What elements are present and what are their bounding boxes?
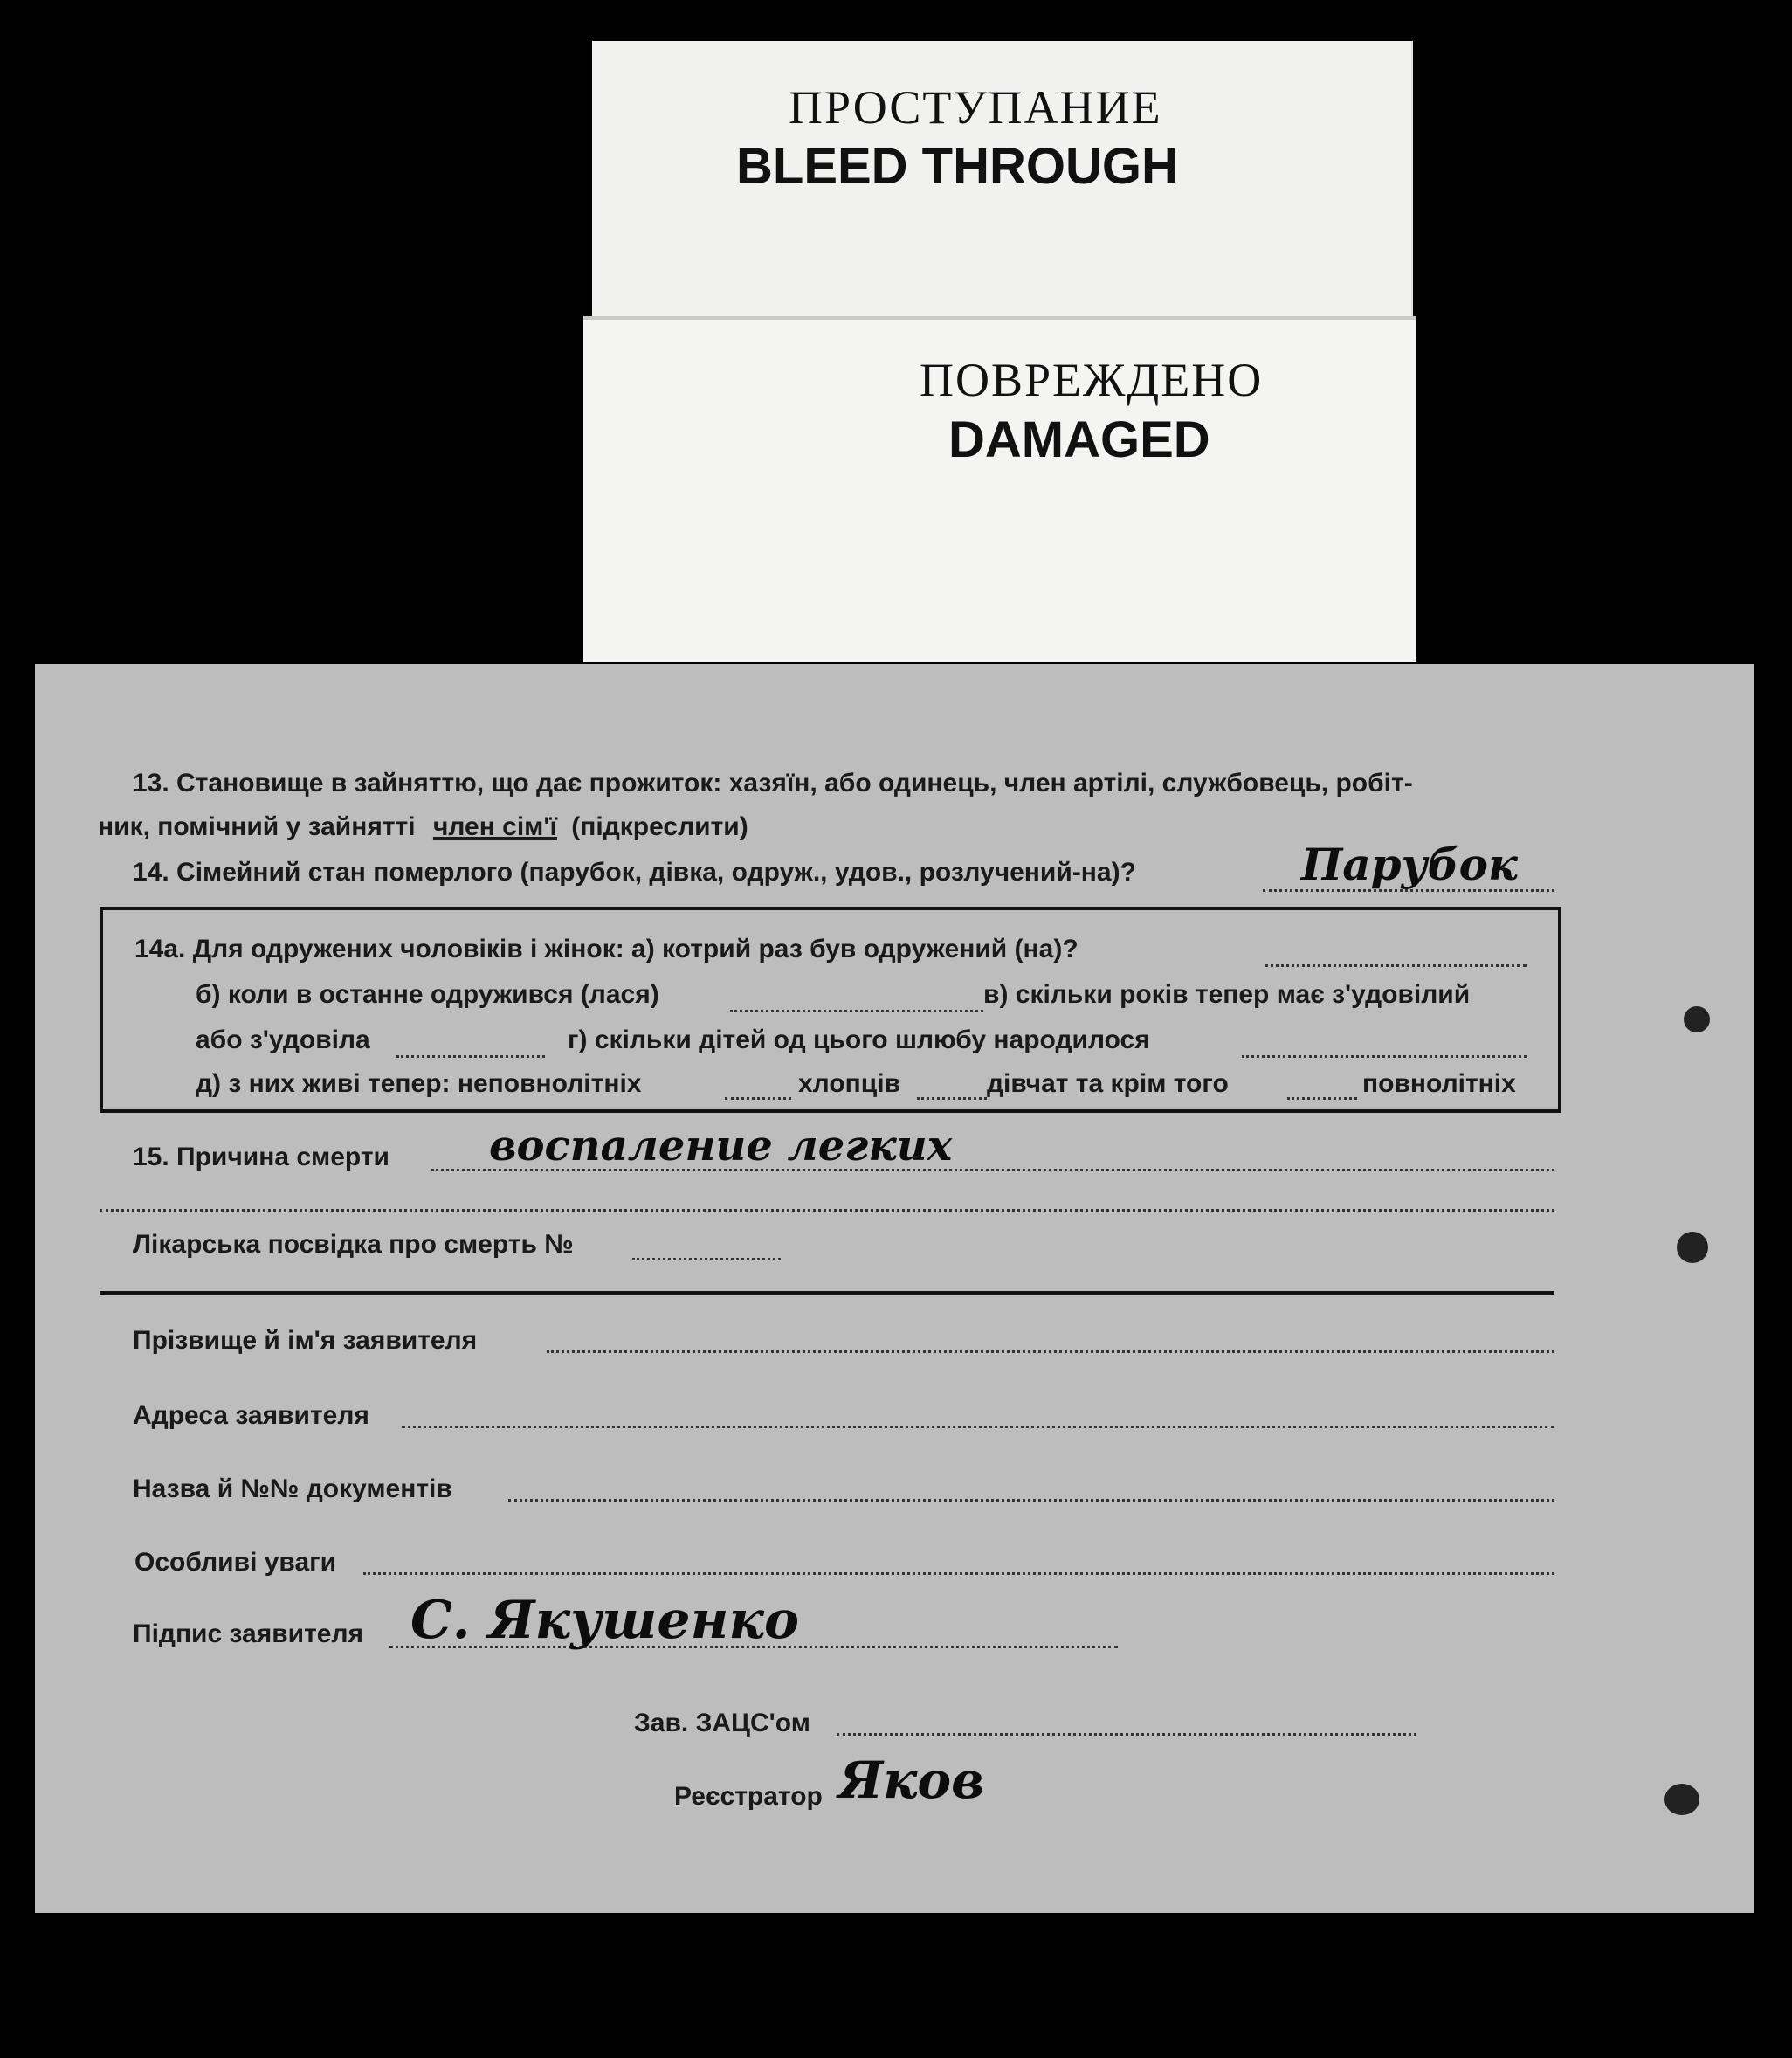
medical-certificate-label: Лікарська посвідка про смерть № bbox=[133, 1230, 574, 1259]
item14a-line1: 14а. Для одружених чоловіків і жінок: а) котрий раз був одружений (на)? bbox=[134, 935, 1079, 963]
documents-label: Назва й №№ документів bbox=[133, 1474, 452, 1503]
item14a-line4-a: д) з них живі тепер: неповнолітніх bbox=[196, 1069, 642, 1098]
documents-dotted-line bbox=[508, 1499, 1554, 1502]
applicant-address-dotted-line bbox=[402, 1426, 1554, 1428]
medical-certificate-dotted-line bbox=[632, 1258, 781, 1260]
item14a-line4-c: дівчат та крім того bbox=[987, 1069, 1229, 1098]
bleed-through-label-ru: ПРОСТУПАНИЕ bbox=[789, 81, 1162, 134]
item13-line2-prefix: ник, помічний у зайнятті bbox=[98, 812, 416, 841]
item15-dotted-line-2 bbox=[100, 1209, 1554, 1212]
item14a-line3-right: г) скільки дітей од цього шлюбу народилося bbox=[568, 1026, 1150, 1054]
item13-underlined-option: член сім'ї bbox=[432, 812, 557, 841]
item14a-line3-left: або з'удовіла bbox=[196, 1026, 370, 1054]
bleed-through-label-en: BLEED THROUGH bbox=[736, 138, 1178, 195]
applicant-signature: С. Якушенко bbox=[410, 1590, 799, 1651]
head-dotted-line bbox=[837, 1733, 1416, 1736]
item14a-dotted-line bbox=[396, 1055, 545, 1058]
signature-label: Підпис заявителя bbox=[133, 1619, 364, 1648]
death-record-form bbox=[35, 664, 1754, 1913]
applicant-name-label: Прізвище й ім'я заявителя bbox=[133, 1326, 478, 1355]
binder-hole bbox=[1684, 1006, 1710, 1032]
item14a-dotted-line bbox=[917, 1097, 987, 1100]
registrar-label: Реєстратор bbox=[674, 1782, 823, 1811]
section-divider bbox=[100, 1291, 1554, 1295]
item13-line2-suffix: (підкреслити) bbox=[571, 812, 748, 841]
item15-handwritten-value: воспаление легких bbox=[489, 1122, 953, 1171]
item14a-dotted-line bbox=[725, 1097, 791, 1100]
head-label: Зав. ЗАЦС'ом bbox=[634, 1709, 810, 1737]
applicant-address-label: Адреса заявителя bbox=[133, 1401, 369, 1430]
damaged-label-ru: ПОВРЕЖДЕНО bbox=[920, 354, 1264, 406]
registrar-signature: Яков bbox=[838, 1751, 985, 1810]
item14a-line2-right: в) скільки років тепер має з'удовілий bbox=[983, 980, 1471, 1009]
item14a-dotted-line bbox=[1287, 1097, 1357, 1100]
item14a-box bbox=[100, 907, 1561, 1113]
item14-label: 14. Сімейний стан померлого (парубок, дівка, одруж., удов., розлучений-на)? bbox=[133, 858, 1136, 887]
applicant-name-dotted-line bbox=[547, 1350, 1554, 1353]
item14-handwritten-value: Парубок bbox=[1301, 839, 1518, 890]
remarks-label: Особливі уваги bbox=[134, 1548, 337, 1577]
item14a-line4-b: хлопців bbox=[798, 1069, 901, 1098]
damaged-card bbox=[583, 316, 1416, 662]
binder-hole bbox=[1677, 1232, 1708, 1263]
bleed-through-card bbox=[592, 41, 1413, 351]
item14a-line2-left: б) коли в останне одружився (лася) bbox=[196, 980, 659, 1009]
item13-line1: 13. Становище в зайняттю, що дає прожиток: хазяїн, або одинець, член артілі, службовець, робіт- bbox=[133, 769, 1413, 798]
item15-label: 15. Причина смерти bbox=[133, 1143, 389, 1171]
binder-hole bbox=[1664, 1784, 1699, 1815]
damaged-label-en: DAMAGED bbox=[948, 411, 1210, 468]
item14a-dotted-line bbox=[1242, 1055, 1527, 1058]
item14a-line4-d: повнолітніх bbox=[1362, 1069, 1516, 1098]
remarks-dotted-line bbox=[363, 1572, 1554, 1575]
item14a-dotted-line bbox=[730, 1010, 983, 1012]
item14a-dotted-line bbox=[1265, 964, 1527, 967]
item13-line2 bbox=[98, 812, 748, 842]
